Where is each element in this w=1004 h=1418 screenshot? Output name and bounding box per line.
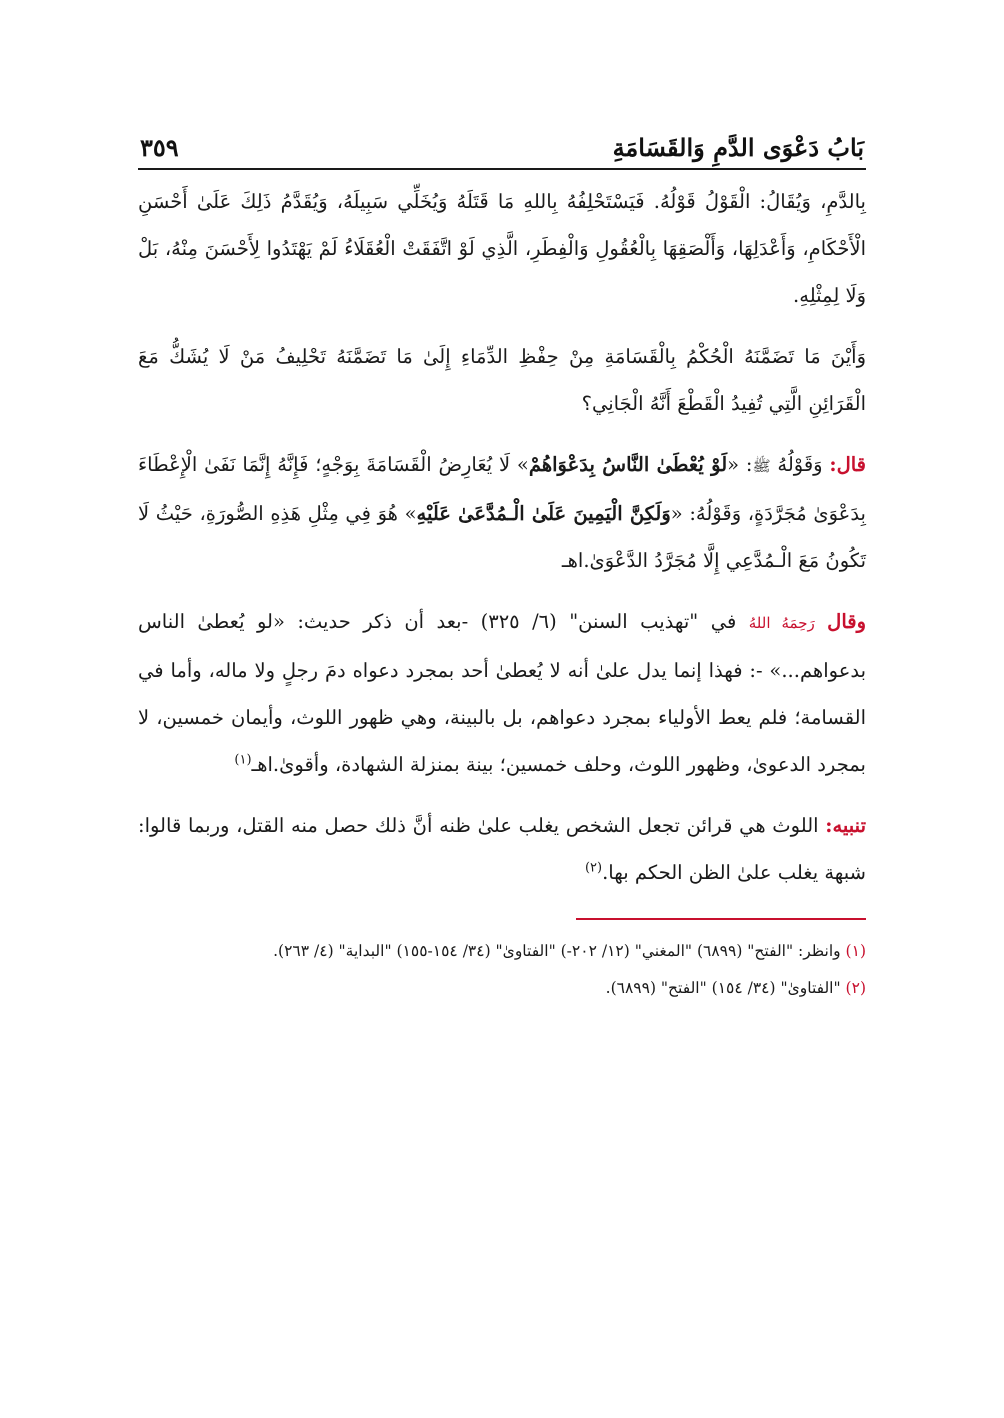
footnotes	[138, 936, 866, 1004]
hadith-quote: وَلَكِنَّ الْيَمِينَ عَلَىٰ الْـمُدَّعَىٰ عَلَيْهِ	[416, 502, 671, 525]
lead-word: قال:	[829, 453, 867, 476]
paragraph-5	[138, 802, 866, 896]
text-run: وَقَوْلُهُ	[770, 453, 830, 476]
paragraph-1: بِالدَّمِ، وَيُقَالُ: الْقَوْلُ قَوْلُهُ. فَيَسْتَحْلِفُهُ بِاللهِ مَا قَتَلَهُ وَيُخَلِّي سَبِيلَهُ، وَيُقَدَّمُ ذَلِكَ عَلَىٰ أَحْسَنِ الْأَحْكَامِ، وَأَعْدَلِهَا، وَأَلْصَقِهَا بِالْعُقُولِ وَالْفِطَرِ، الَّذِي لَوْ اتَّفَقَتْ الْعُقَلَاءُ لَمْ يَهْتَدُوا لِأَحْسَنَ مِنْهُ، بَلْ وَلَا لِمِثْلِهِ.	[138, 190, 866, 307]
main-text	[138, 178, 866, 896]
text-run: » لَا يُعَارِضُ الْقَسَامَةَ بِوَجْهٍ؛ فَإِنَّهُ إِنَّمَا نَفَىٰ الْإِعْطَاءَ بِدَعْوَىٰ مُجَرَّدَةٍ، وَقَوْلُهُ: «	[138, 453, 866, 525]
page	[138, 112, 866, 1358]
footnote-ref[interactable]: (٢)	[584, 860, 603, 876]
paragraph-2: وَأَيْنَ مَا تَضَمَّنَهُ الْحُكْمُ بِالْقَسَامَةِ مِنْ حِفْظِ الدِّمَاءِ إِلَىٰ مَا تَضَمَّنَهُ تَحْلِيفُ مَنْ لَا يُشَكُّ مَعَ الْقَرَائِنِ الَّتِي تُفِيدُ الْقَطْعَ أَنَّهُ الْجَانِي؟	[138, 345, 866, 415]
salawat-mark: ﷺ	[752, 457, 771, 475]
text-run: اللوث هي قرائن تجعل الشخص يغلب علىٰ ظنه أنَّ ذلك حصل منه القتل، وربما قالوا: شبهة يغلب علىٰ الظن الحكم بها.	[138, 814, 866, 884]
footnote-separator	[576, 918, 866, 920]
paragraph-4	[138, 598, 866, 788]
chapter-title: بَابُ دَعْوَى الدَّمِ وَالقَسَامَةِ	[612, 133, 864, 162]
footnote-text: وانظر: "الفتح" (٦٨٩٩) "المغني" (١٢/ ٢٠٢-) "الفتاوىٰ" (٣٤/ ١٥٤-١٥٥) "البداية" (٤/ ٢٦٣).	[273, 942, 846, 960]
footnote-1	[138, 936, 866, 967]
text-run: في "تهذيب السنن" (٦/ ٣٢٥) -بعد أن ذكر حديث: «لو يُعطىٰ الناس بدعواهم...» -: فهذا إنما يدل علىٰ أنه لا يُعطىٰ أحد بمجرد دعواه دمَ رجلٍ ولا ماله، وأما في القسامة؛ فلم يعط الأولياء بمجرد دعواهم، بل بالبينة، وهي ظهور اللوث، وأيمان خمسين، لا بمجرد الدعوىٰ، وظهور اللوث، وحلف خمسين؛ بينة بمنزلة الشهادة، وأقوىٰ.اهـ	[138, 610, 866, 776]
page-header	[138, 112, 866, 170]
hadith-quote: لَوْ يُعْطَىٰ النَّاسُ بِدَعْوَاهُمْ	[528, 453, 728, 476]
lead-word: تنبيه:	[825, 814, 866, 837]
paragraph-3	[138, 441, 866, 584]
rahimahullah-mark: رَحِمَهُ اللهُ	[748, 614, 815, 632]
footnote-2	[138, 973, 866, 1004]
text-run: » هُوَ فِي مِثْلِ هَذِهِ الصُّورَةِ، حَيْثُ لَا تَكُونُ مَعَ الْـمُدَّعِي إِلَّا مُجَرَّدُ الدَّعْوَىٰ.اهـ	[138, 502, 866, 572]
footnote-ref[interactable]: (١)	[234, 752, 252, 768]
footnote-text: "الفتاوىٰ" (٣٤/ ١٥٤) "الفتح" (٦٨٩٩).	[605, 979, 846, 997]
lead-word: وقال	[827, 610, 867, 633]
footnote-number: (١)	[845, 942, 866, 960]
text-run: : «	[727, 453, 753, 476]
footnote-number: (٢)	[845, 979, 866, 997]
page-number: ٣٥٩	[140, 133, 179, 162]
